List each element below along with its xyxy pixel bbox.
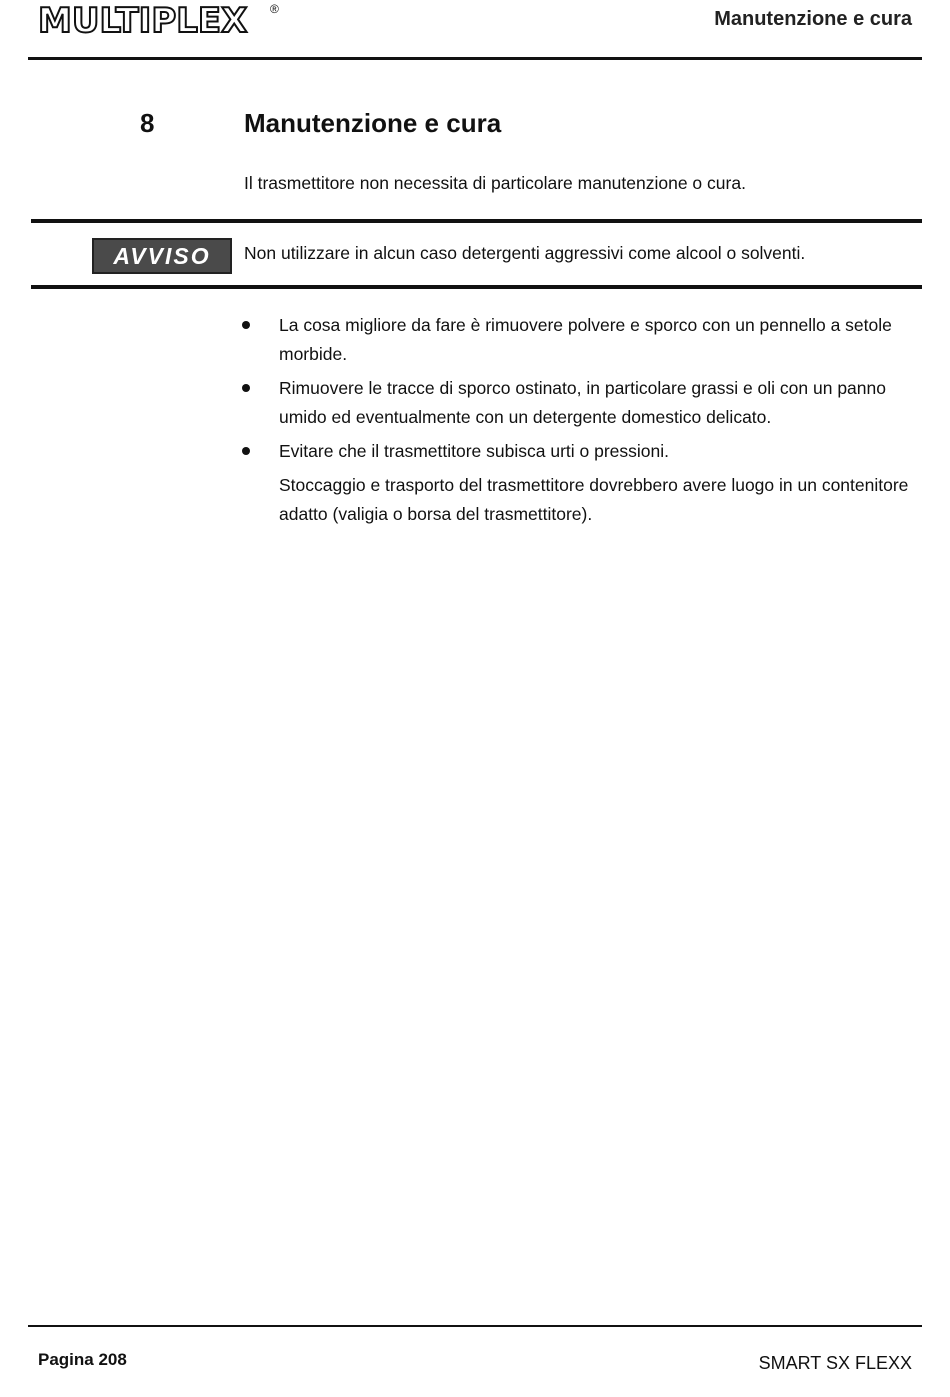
notice-bottom-divider — [31, 285, 922, 289]
header-divider — [28, 57, 922, 60]
section-number: 8 — [140, 108, 155, 138]
header-title: Manutenzione e cura — [714, 8, 912, 30]
care-instructions-list — [279, 311, 919, 534]
list-item-text: La cosa migliore da fare è rimuovere polvere e sporco con un pennello a setole morbide. — [279, 315, 892, 364]
footer-divider — [28, 1325, 922, 1327]
bullet-icon — [242, 321, 250, 329]
notice-text: Non utilizzare in alcun caso detergenti aggressivi come alcool o solventi. — [244, 243, 806, 263]
intro-paragraph: Il trasmettitore non necessita di particolare manutenzione o cura. — [244, 173, 746, 193]
closing-paragraph — [279, 471, 919, 529]
notice-top-divider — [31, 219, 922, 223]
registered-mark: ® — [270, 2, 279, 16]
section-title: Manutenzione e cura — [244, 108, 502, 138]
list-item-text: Evitare che il trasmettitore subisca urti o pressioni. — [279, 441, 670, 461]
list-item — [279, 311, 919, 369]
closing-paragraph-text: Stoccaggio e trasporto del trasmettitore dovrebbero avere luogo in un contenitore adatto (valigia o borsa del trasmettitore). — [279, 475, 909, 524]
multiplex-logo: MULTIPLEX — [38, 1, 248, 41]
product-name: SMART SX FLEXX — [758, 1353, 912, 1373]
notice-badge: AVVISO — [92, 238, 232, 274]
list-item — [279, 437, 919, 466]
bullet-icon — [242, 384, 250, 392]
page-number: Pagina 208 — [38, 1350, 127, 1369]
bullet-icon — [242, 447, 250, 455]
list-item-text: Rimuovere le tracce di sporco ostinato, in particolare grassi e oli con un panno umido ed eventualmente con un detergente domestico delicato. — [279, 378, 886, 427]
list-item — [279, 374, 919, 432]
